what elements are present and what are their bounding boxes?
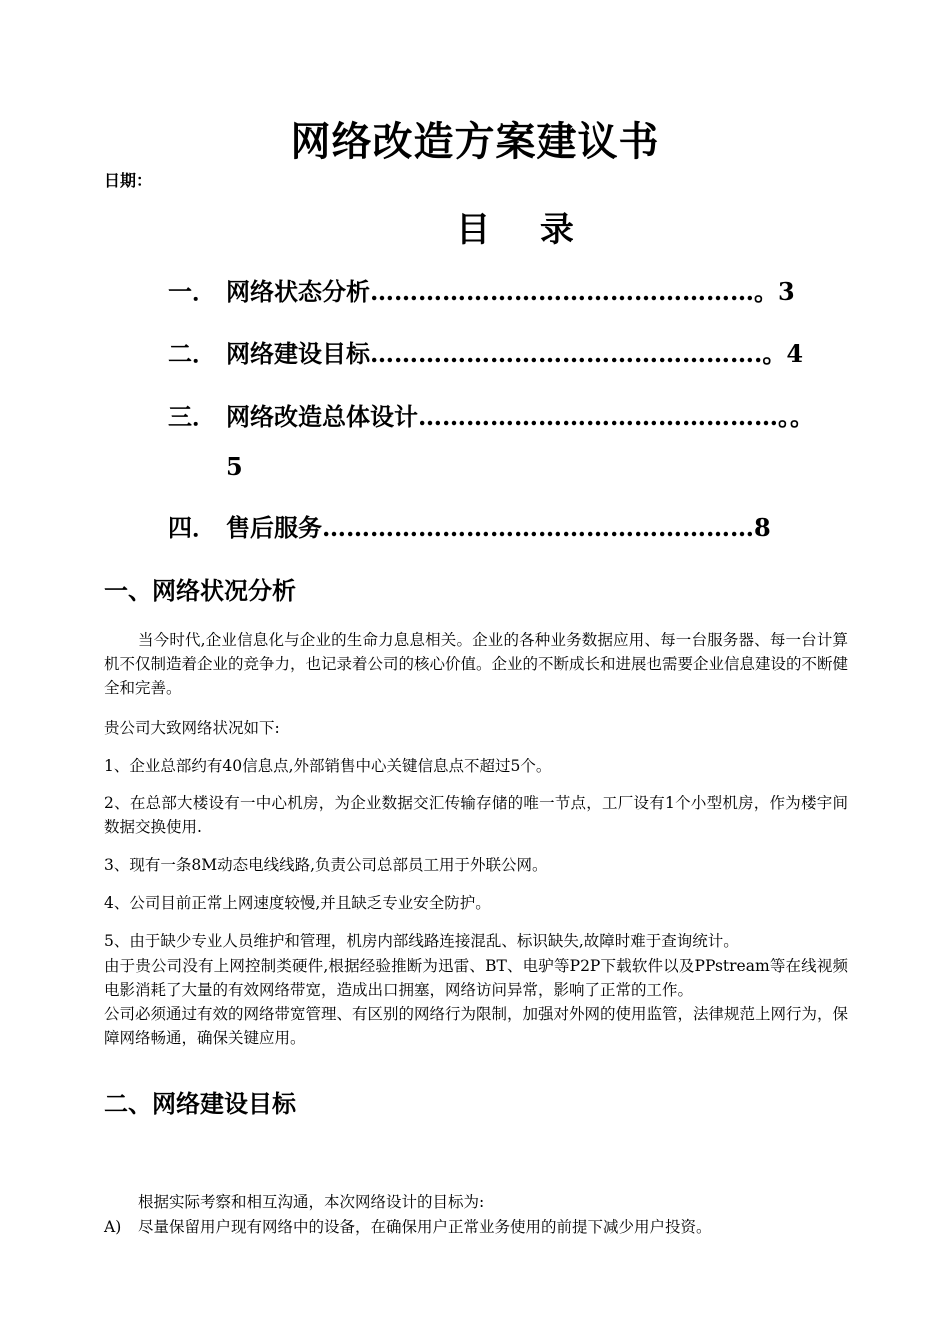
toc-item-text: 售后服务………………………………………………8 — [226, 513, 771, 542]
list-item: 5、由于缺少专业人员维护和管理，机房内部线路连接混乱、标识缺失,故障时难于查询统计。 — [104, 932, 739, 950]
toc-item-page-wrap: 5 — [226, 452, 243, 481]
management-paragraph: 公司必须通过有效的网络带宽管理、有区别的网络行为限制，加强对外网的使用监管，法律规范上网行为，保障网络畅通，确保关键应用。 — [104, 1005, 849, 1047]
goal-text: 尽量保留用户现有网络中的设备，在确保用户正常业务使用的前提下减少用户投资。 — [138, 1218, 712, 1236]
status-lead: 贵公司大致网络状况如下: — [104, 719, 280, 737]
toc-item-number: 三． — [168, 402, 216, 431]
goal-item — [104, 1215, 848, 1239]
toc-item-number: 四． — [168, 513, 216, 542]
toc-item-number: 二． — [168, 339, 216, 368]
toc-item[interactable] — [168, 275, 795, 309]
list-item: 3、现有一条8M动态电线线路,负责公司总部员工用于外联公网。 — [104, 856, 548, 874]
document-title: 网络改造方案建议书 — [290, 118, 660, 165]
intro-paragraph: 当今时代,企业信息化与企业的生命力息息相关。企业的各种业务数据应用、每一台服务器、每一台计算机不仅制造着企业的竞争力，也记录着公司的核心价值。企业的不断成长和进展也需要企业信息建设的不断健全和完善。 — [104, 631, 849, 697]
toc-heading: 目 录 — [456, 210, 584, 250]
toc-item-text: 网络改造总体设计………………………………………。。 — [226, 402, 814, 431]
date-label: 日期： — [104, 171, 153, 190]
toc-item[interactable] — [168, 511, 771, 545]
list-item: 1、企业总部约有40信息点,外部销售中心关键信息点不超过5个。 — [104, 757, 552, 775]
toc-item[interactable] — [168, 337, 803, 371]
section-heading: 二、网络建设目标 — [104, 1089, 296, 1118]
list-item: 4、公司目前正常上网速度较慢,并且缺乏专业安全防护。 — [104, 894, 491, 912]
toc-item-text: 网络状态分析…………………………………………。3 — [226, 277, 795, 306]
goal-label: A) — [104, 1218, 122, 1236]
section-heading: 一、网络状况分析 — [104, 576, 296, 605]
toc-item[interactable] — [168, 400, 814, 434]
toc-item-number: 一． — [168, 277, 216, 306]
toc-item-text: 网络建设目标………………………………………….。4 — [226, 339, 804, 368]
goals-intro: 根据实际考察和相互沟通，本次网络设计的目标为: — [138, 1193, 485, 1211]
bandwidth-paragraph: 由于贵公司没有上网控制类硬件,根据经验推断为迅雷、BT、电驴等P2P下载软件以及PPstream等在线视频电影消耗了大量的有效网络带宽，造成出口拥塞，网络访问异常，影响了正常的工作。 — [104, 957, 848, 999]
list-item: 2、在总部大楼设有一中心机房，为企业数据交汇传输存储的唯一节点，工厂设有1个小型机房，作为楼宇间数据交换使用. — [104, 794, 848, 836]
